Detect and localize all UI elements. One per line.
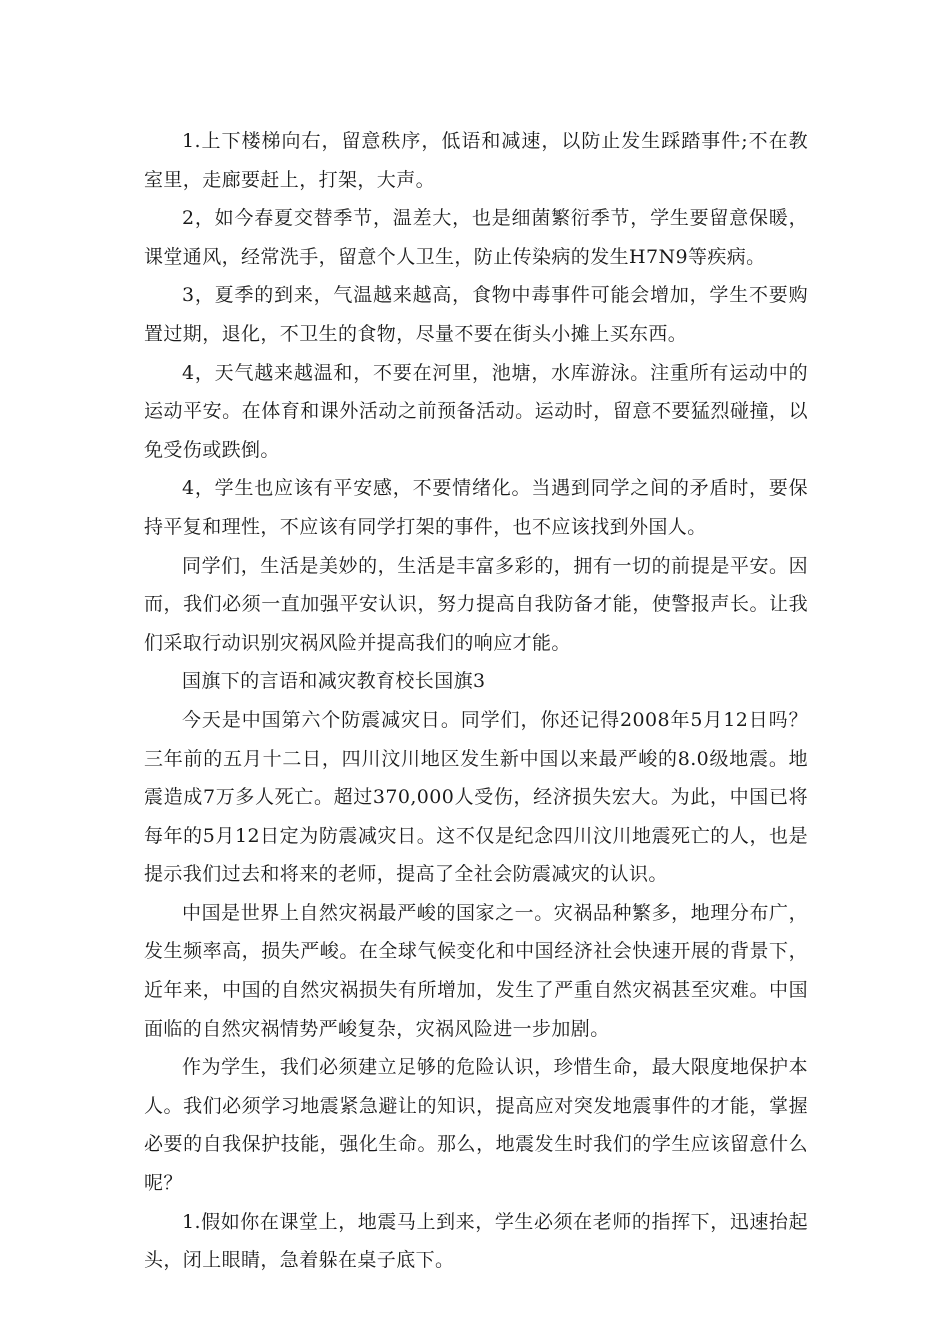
paragraph-stairs-rule: 1.上下楼梯向右，留意秩序，低语和减速，以防止发生踩踏事件;不在教室里，走廊要赶上，打架，大声。 [144,130,808,191]
paragraph-student-awareness: 作为学生，我们必须建立足够的危险认识，珍惜生命，最大限度地保护本人。我们必须学习地震紧急避让的知识，提高应对突发地震事件的才能，掌握必要的自我保护技能，强化生命。那么，地震发生时我们的学生应该留意什么呢？ [144,1056,808,1195]
paragraph-disaster-situation: 中国是世界上自然灾祸最严峻的国家之一。灾祸品种繁多，地理分布广，发生频率高，损失严峻。在全球气候变化和中国经济社会快速开展的背景下，近年来，中国的自然灾祸损失有所增加，发生了严重自然灾祸甚至灾难。中国面临的自然灾祸情势严峻复杂，灾祸风险进一步加剧。 [144,901,808,1040]
paragraph-earthquake-day: 今天是中国第六个防震减灾日。同学们，你还记得2008年5月12日吗？三年前的五月十二日，四川汶川地区发生新中国以来最严峻的8.0级地震。地震造成7万多人死亡。超过370,000人受伤，经济损失宏大。为此，中国已将每年的5月12日定为防震减灾日。这不仅是纪念四川汶川地震死亡的人，也是提示我们过去和将来的老师，提高了全社会防震减灾的认识。 [144,708,808,886]
document-body [144,122,808,1280]
section-heading: 国旗下的言语和减灾教育校长国旗3 [182,670,486,693]
paragraph-swimming-rule: 4，天气越来越温和，不要在河里，池塘，水库游泳。注重所有运动中的运动平安。在体育和课外活动之前预备活动。运动时，留意不要猛烈碰撞，以免受伤或跌倒。 [144,361,808,461]
paragraph-safety-summary: 同学们，生活是美妙的，生活是丰富多彩的，拥有一切的前提是平安。因而，我们必须一直加强平安认识，努力提高自我防备才能，使警报声长。让我们采取行动识别灾祸风险并提高我们的响应才能。 [144,554,808,654]
paragraph-food-rule: 3，夏季的到来，气温越来越高，食物中毒事件可能会增加，学生不要购置过期，退化，不卫生的食物，尽量不要在街头小摊上买东西。 [144,284,808,345]
paragraph-emotion-rule: 4，学生也应该有平安感，不要情绪化。当遇到同学之间的矛盾时，要保持平复和理性，不应该有同学打架的事件，也不应该找到外国人。 [144,477,808,538]
paragraph-hygiene-rule: 2，如今春夏交替季节，温差大，也是细菌繁衍季节，学生要留意保暖，课堂通风，经常洗手，留意个人卫生，防止传染病的发生H7N9等疾病。 [144,207,808,268]
paragraph-classroom-rule: 1.假如你在课堂上，地震马上到来，学生必须在老师的指挥下，迅速抬起头，闭上眼睛，急着躲在桌子底下。 [144,1210,808,1272]
